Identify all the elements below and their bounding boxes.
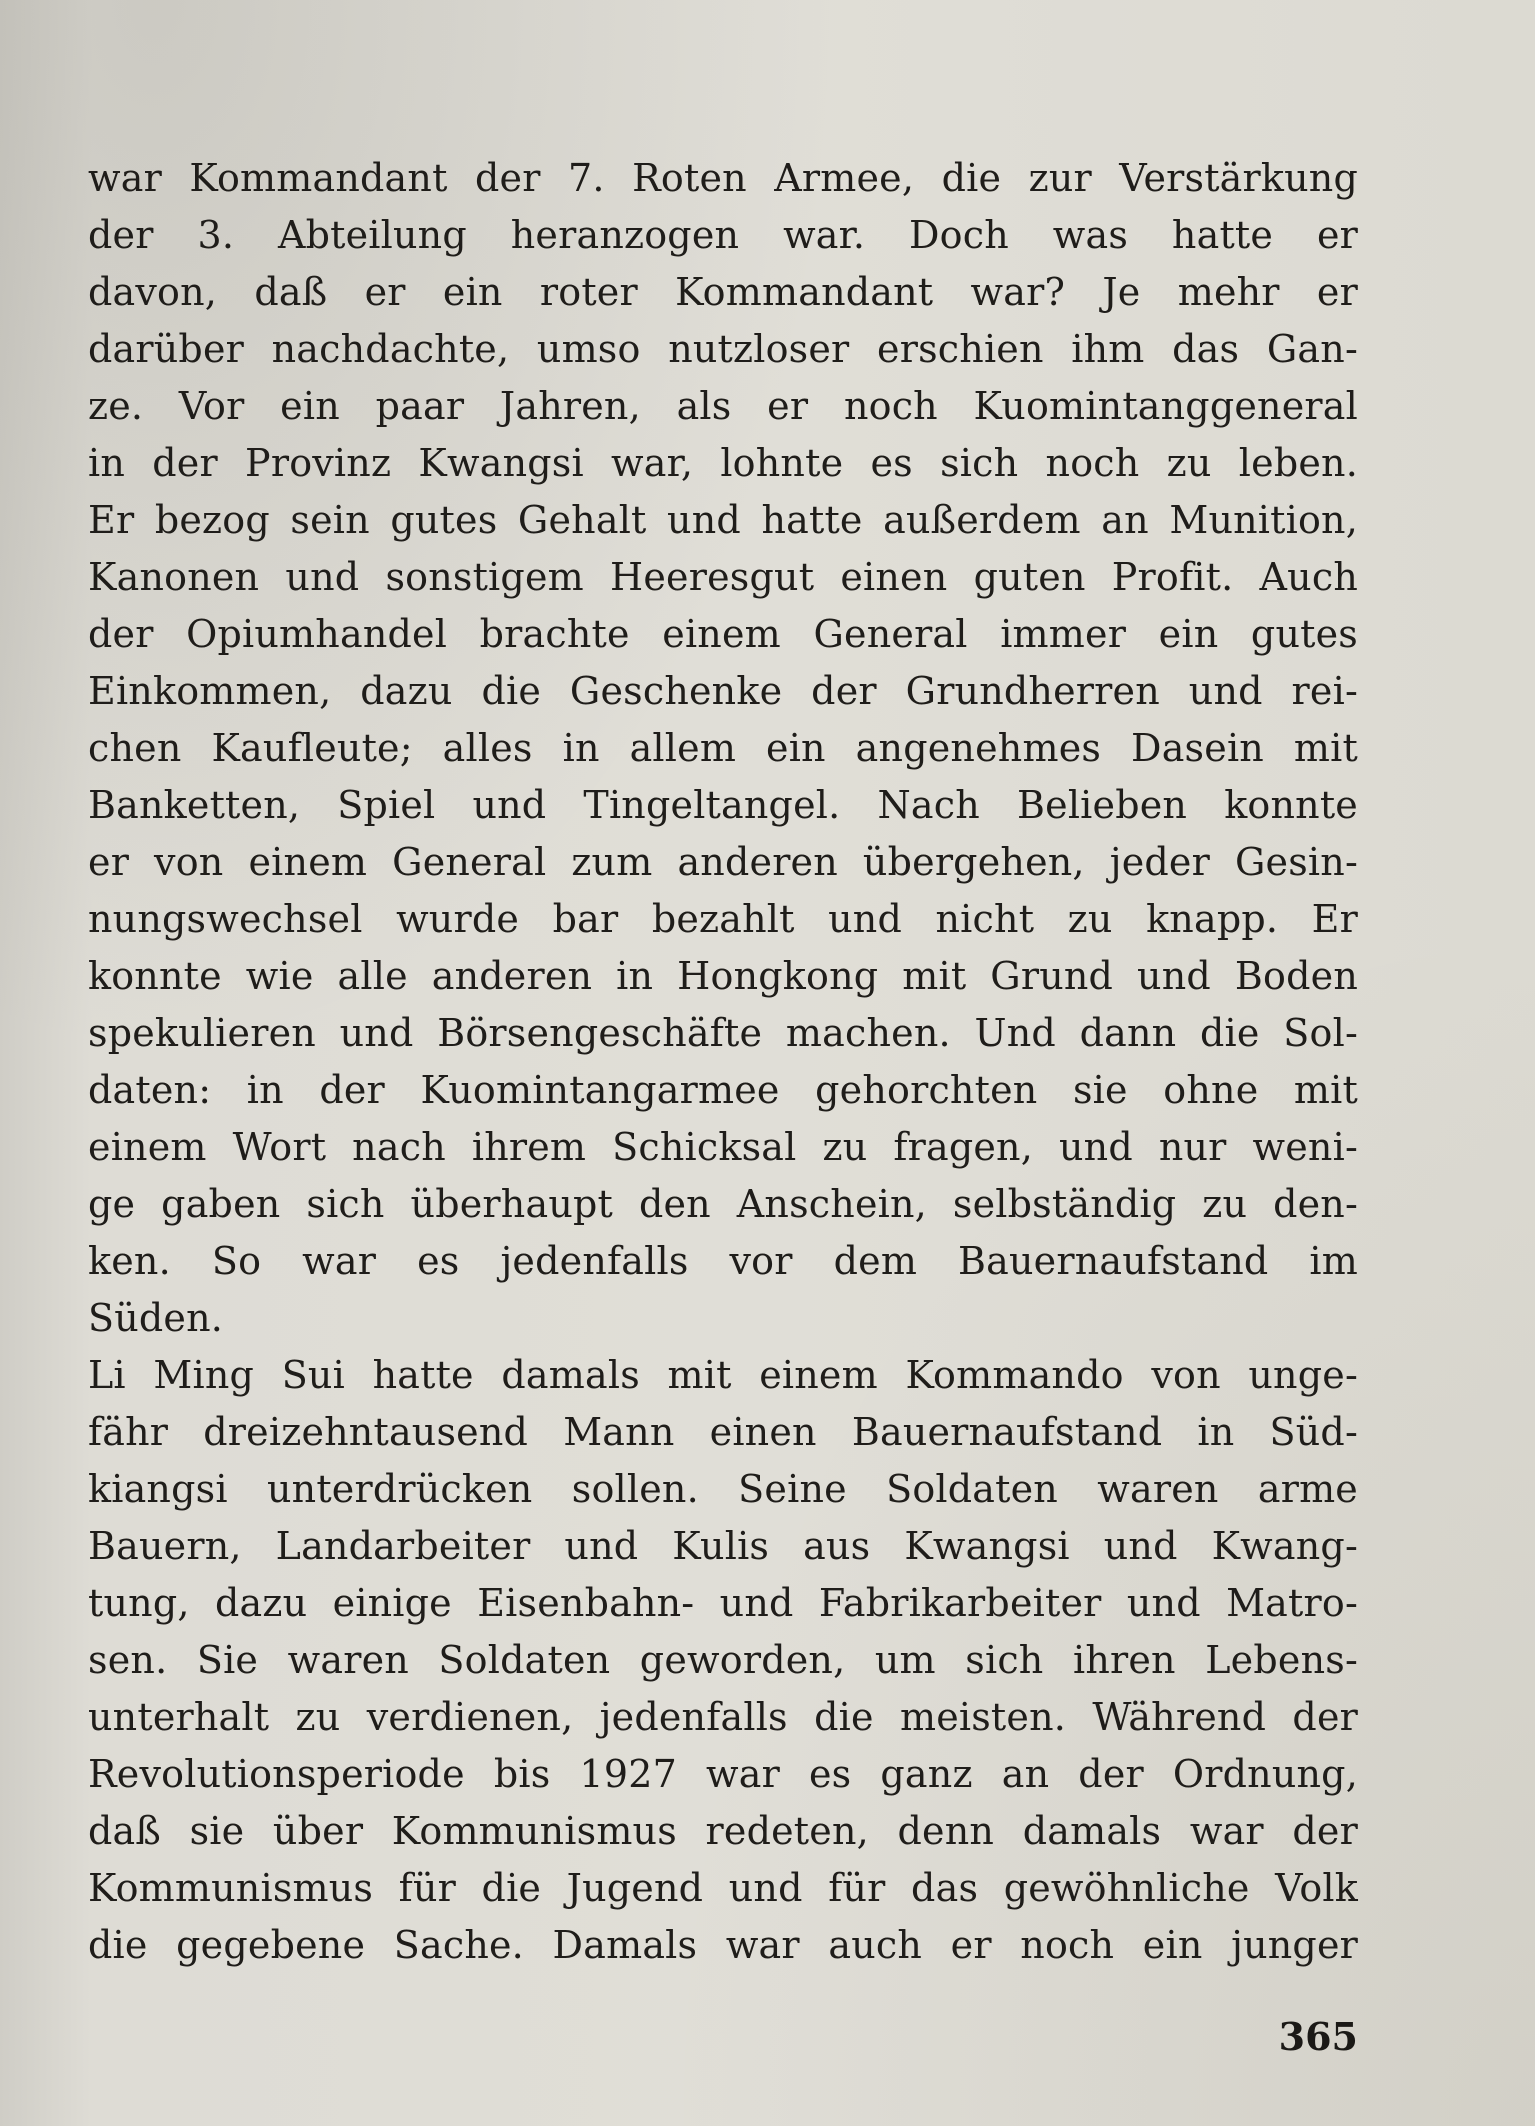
text-line: ze. Vor ein paar Jahren, als er noch Kuomintanggeneral xyxy=(88,384,1358,428)
text-line: in der Provinz Kwangsi war, lohnte es sich noch zu leben. xyxy=(88,441,1358,485)
page-number: 365 xyxy=(1278,2014,1358,2059)
body-text xyxy=(88,150,1358,1974)
text-line: konnte wie alle anderen in Hongkong mit Grund und Boden xyxy=(88,954,1358,998)
text-line: Er bezog sein gutes Gehalt und hatte außerdem an Munition, xyxy=(88,498,1358,542)
text-line: Kommunismus für die Jugend und für das gewöhnliche Volk xyxy=(88,1866,1358,1910)
text-line: ken. So war es jedenfalls vor dem Bauernaufstand im xyxy=(88,1239,1358,1283)
text-line: unterhalt zu verdienen, jedenfalls die meisten. Während der xyxy=(88,1695,1358,1739)
text-line: Einkommen, dazu die Geschenke der Grundherren und rei- xyxy=(88,669,1358,713)
text-line: chen Kaufleute; alles in allem ein angenehmes Dasein mit xyxy=(88,726,1358,770)
text-line: Kanonen und sonstigem Heeresgut einen guten Profit. Auch xyxy=(88,555,1358,599)
text-line: darüber nachdachte, umso nutzloser erschien ihm das Gan- xyxy=(88,327,1358,371)
text-line: tung, dazu einige Eisenbahn- und Fabrikarbeiter und Matro- xyxy=(88,1581,1358,1625)
text-line: Revolutionsperiode bis 1927 war es ganz an der Ordnung, xyxy=(88,1752,1358,1796)
text-line: ge gaben sich überhaupt den Anschein, selbständig zu den- xyxy=(88,1182,1358,1226)
book-page xyxy=(88,150,1358,2059)
text-line: kiangsi unterdrücken sollen. Seine Soldaten waren arme xyxy=(88,1467,1358,1511)
text-line: daß sie über Kommunismus redeten, denn damals war der xyxy=(88,1809,1358,1853)
text-line: die gegebene Sache. Damals war auch er noch ein junger xyxy=(88,1923,1358,1967)
text-line: Li Ming Sui hatte damals mit einem Kommando von unge- xyxy=(88,1353,1358,1397)
text-line: Bauern, Landarbeiter und Kulis aus Kwangsi und Kwang- xyxy=(88,1524,1358,1568)
text-line: nungswechsel wurde bar bezahlt und nicht zu knapp. Er xyxy=(88,897,1358,941)
text-line: daten: in der Kuomintangarmee gehorchten sie ohne mit xyxy=(88,1068,1358,1112)
text-line: spekulieren und Börsengeschäfte machen. Und dann die Sol- xyxy=(88,1011,1358,1055)
text-line: der 3. Abteilung heranzogen war. Doch was hatte er xyxy=(88,213,1358,257)
text-line: fähr dreizehntausend Mann einen Bauernaufstand in Süd- xyxy=(88,1410,1358,1454)
text-line: war Kommandant der 7. Roten Armee, die zur Verstärkung xyxy=(88,156,1358,200)
text-line: einem Wort nach ihrem Schicksal zu fragen, und nur weni- xyxy=(88,1125,1358,1169)
text-line: Banketten, Spiel und Tingeltangel. Nach Belieben konnte xyxy=(88,783,1358,827)
text-line: er von einem General zum anderen übergehen, jeder Gesin- xyxy=(88,840,1358,884)
text-line: sen. Sie waren Soldaten geworden, um sich ihren Lebens- xyxy=(88,1638,1358,1682)
text-line: davon, daß er ein roter Kommandant war? Je mehr er xyxy=(88,270,1358,314)
text-line: Süden. xyxy=(88,1296,224,1340)
text-line: der Opiumhandel brachte einem General immer ein gutes xyxy=(88,612,1358,656)
